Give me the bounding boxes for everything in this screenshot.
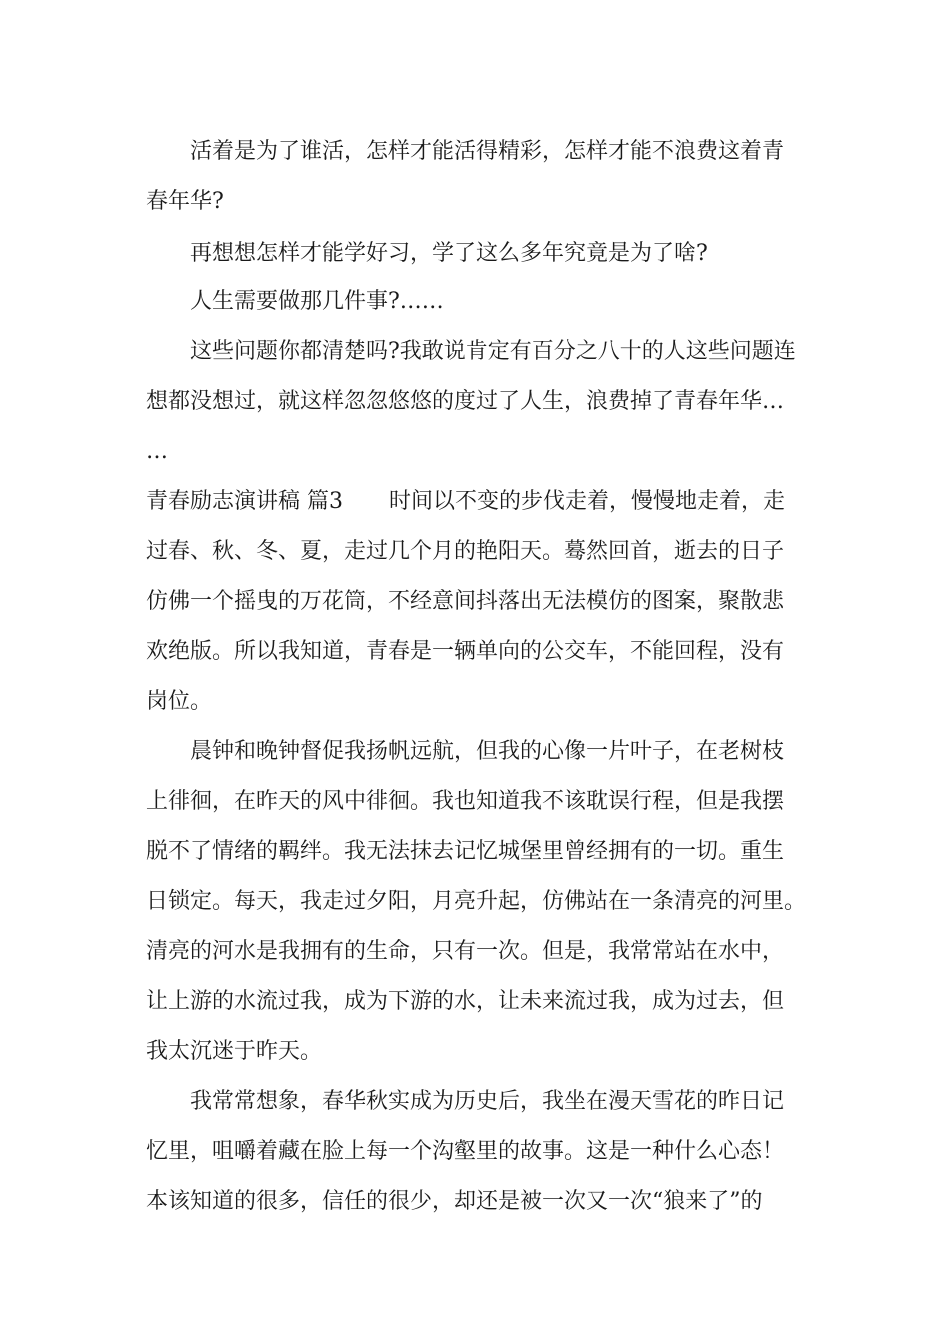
text-line: 我常常想象，春华秋实成为历史后，我坐在漫天雪花的昨日记 bbox=[190, 1089, 785, 1114]
section-heading-line bbox=[146, 487, 785, 517]
text-line: 仿佛一个摇曳的万花筒，不经意间抖落出无法模仿的图案，聚散悲 bbox=[146, 589, 785, 614]
text-line: 让上游的水流过我，成为下游的水，让未来流过我，成为过去，但 bbox=[146, 989, 785, 1014]
text-line: 晨钟和晚钟督促我扬帆远航，但我的心像一片叶子，在老树枝 bbox=[190, 739, 785, 764]
text-line: 忆里，咀嚼着藏在脸上每一个沟壑里的故事。这是一种什么心态！ bbox=[146, 1139, 785, 1164]
text-line: 脱不了情绪的羁绊。我无法抹去记忆城堡里曾经拥有的一切。重生 bbox=[146, 839, 785, 864]
text-line: 过春、秋、冬、夏，走过几个月的艳阳天。蓦然回首，逝去的日子 bbox=[146, 539, 785, 564]
text-line: … bbox=[146, 439, 168, 464]
text-line: 春年华? bbox=[146, 189, 224, 214]
text-line: 人生需要做那几件事?…… bbox=[190, 289, 444, 314]
text-line: 活着是为了谁活，怎样才能活得精彩，怎样才能不浪费这着青 bbox=[190, 139, 785, 164]
section-first-line: 时间以不变的步伐走着，慢慢地走着，走 bbox=[389, 489, 786, 514]
text-line: 想都没想过，就这样忽忽悠悠的度过了人生，浪费掉了青春年华… bbox=[146, 389, 785, 414]
text-line: 岗位。 bbox=[146, 689, 213, 714]
section-heading: 青春励志演讲稿 篇3 bbox=[146, 489, 343, 514]
text-line: 再想想怎样才能学好习，学了这么多年究竟是为了啥? bbox=[190, 241, 708, 266]
text-line: 本该知道的很多，信任的很少，却还是被一次又一次“狼来了”的 bbox=[146, 1189, 763, 1214]
text-line: 清亮的河水是我拥有的生命，只有一次。但是，我常常站在水中， bbox=[146, 939, 785, 964]
text-line: 上徘徊，在昨天的风中徘徊。我也知道我不该耽误行程，但是我摆 bbox=[146, 789, 785, 814]
text-line: 我太沉迷于昨天。 bbox=[146, 1039, 323, 1064]
text-line: 这些问题你都清楚吗?我敢说肯定有百分之八十的人这些问题连 bbox=[190, 339, 796, 364]
text-line: 欢绝版。所以我知道，青春是一辆单向的公交车，不能回程，没有 bbox=[146, 639, 785, 664]
text-line: 日锁定。每天，我走过夕阳，月亮升起，仿佛站在一条清亮的河里。 bbox=[146, 889, 807, 914]
